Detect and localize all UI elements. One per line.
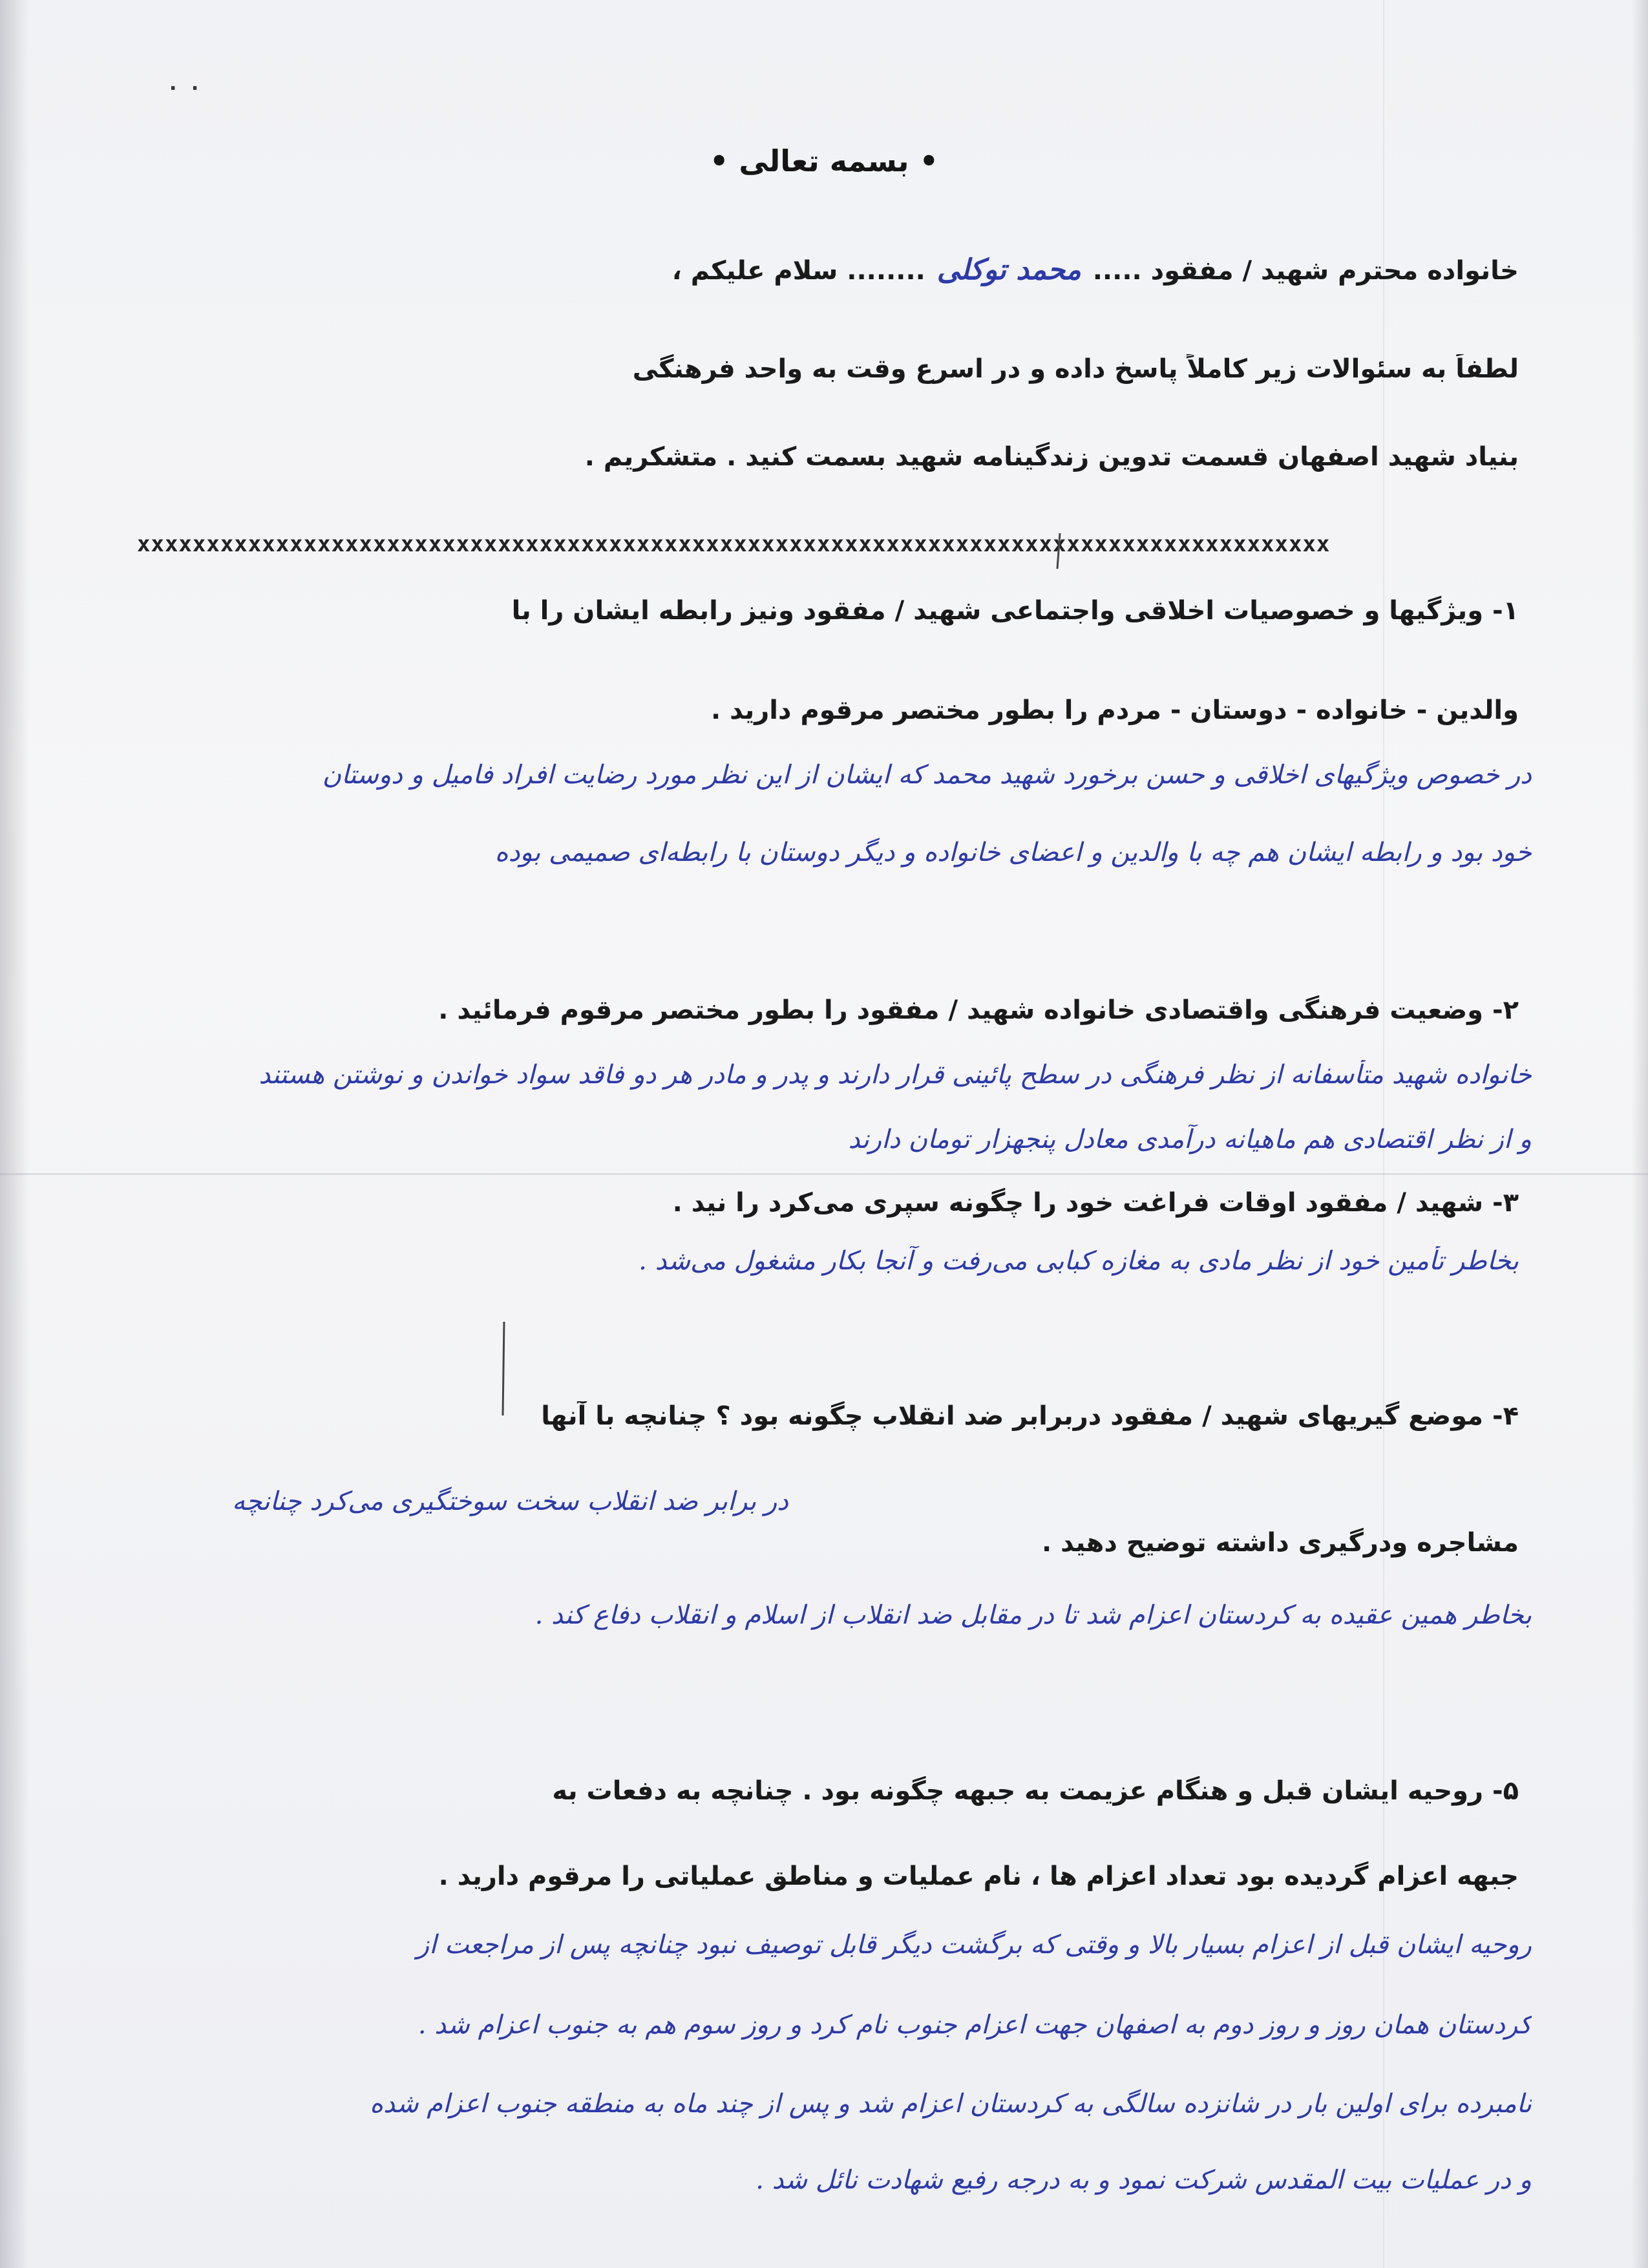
- question-1-line-2: والدین - خانواده - دوستان - مردم را بطور مختصر مرقوم دارید .: [711, 695, 1519, 725]
- question-2-line-1: ۲- وضعیت فرهنگی واقتصادی خانواده شهید / مفقود را بطور مختصر مرقوم فرمائید .: [438, 995, 1519, 1025]
- greeting-line: [129, 253, 1519, 286]
- scan-edge-shadow-right: [1631, 0, 1648, 2268]
- answer-3-line-1: بخاطر تأمین خود از نظر مادی به مغازه کبابی می‌رفت و آنجا بکار مشغول می‌شد .: [639, 1246, 1519, 1276]
- question-5-line-1: ۵- روحیه ایشان قبل و هنگام عزیمت به جبهه چگونه بود . چنانچه به دفعات به: [552, 1776, 1519, 1806]
- martyr-name-handwritten: محمد توکلی: [936, 253, 1081, 286]
- answer-5-line-3: نامبرده برای اولین بار در شانزده سالگی به کردستان اعزام شد و پس از چند ماه به منطقه جنوب اعزام شده: [370, 2089, 1532, 2119]
- pen-tick-mark: [1047, 530, 1073, 575]
- greeting-prefix: خانواده محترم شهید / مفقود .....: [1092, 256, 1519, 286]
- answer-2-line-2: و از نظر اقتصادی هم ماهیانه درآمدی معادل پنجهزار تومان دارند: [848, 1125, 1532, 1154]
- answer-4-line-1: بخاطر همین عقیده به کردستان اعزام شد تا در مقابل ضد انقلاب از اسلام و انقلاب دفاع کند .: [534, 1600, 1532, 1630]
- separator-x-line: xxxxxxxxxxxxxxxxxxxxxxxxxxxxxxxxxxxxxxxxxxxxxxxxxxxxxxxxxxxxxxxxxxxxxxxxxxxxxxxxxxxxxx: [137, 531, 1331, 557]
- answer-1-line-1: در خصوص ویژگیهای اخلاقی و حسن برخورد شهید محمد که ایشان از این نظر مورد رضایت افراد فامیل و دوستان: [322, 760, 1532, 790]
- greeting-suffix: ........ سلام علیکم ،: [671, 256, 925, 286]
- answer-5-line-2: کردستان همان روز و روز دوم به اصفهان جهت اعزام جنوب نام کرد و روز سوم هم به جنوب اعزام شد .: [417, 2010, 1532, 2040]
- paper-fold-horizontal: [0, 1173, 1648, 1175]
- answer-2-line-1: خانواده شهید متأسفانه از نظر فرهنگی در سطح پائینی قرار دارند و پدر و مادر هر دو فاقد سواد خواندن و نوشتن هستند: [259, 1060, 1532, 1090]
- question-1-line-1: ۱- ویژگیها و خصوصیات اخلاقی واجتماعی شهید / مفقود ونیز رابطه ایشان را با: [511, 596, 1519, 626]
- intro-line-1: لطفاً به سئوالات زیر کاملاً پاسخ داده و در اسرع وقت به واحد فرهنگی: [632, 354, 1519, 384]
- answer-5-line-1: روحیه ایشان قبل از اعزام بسیار بالا و وقتی که برگشت دیگر قابل توصیف نبود چنانچه پس از مراجعت از: [416, 1930, 1532, 1960]
- scan-edge-shadow-left: [0, 0, 30, 2268]
- answer-1-line-2: خود بود و رابطه ایشان هم چه با والدین و اعضای خانواده و دیگر دوستان با رابطه‌ای صمیمی بوده: [494, 838, 1532, 867]
- document-title: • بسمه تعالی •: [710, 143, 938, 178]
- question-5-line-2: جبهه اعزام گردیده بود تعداد اعزام ها ، نام عملیات و مناطق عملیاتی را مرقوم دارید .: [438, 1861, 1519, 1891]
- question-4-line-2: مشاجره ودرگیری داشته توضیح دهید .: [1042, 1528, 1519, 1558]
- intro-line-2: بنیاد شهید اصفهان قسمت تدوین زندگینامه شهید بسمت کنید . متشکریم .: [584, 442, 1519, 472]
- answer-5-line-4: و در عملیات بیت المقدس شرکت نمود و به درجه رفیع شهادت نائل شد .: [755, 2165, 1532, 2195]
- answer-4-inline: در برابر ضد انقلاب سخت سوختگیری می‌کرد چنانچه: [232, 1487, 788, 1516]
- question-3-line-1: ۳- شهید / مفقود اوقات فراغت خود را چگونه سپری می‌کرد را نید .: [672, 1188, 1519, 1218]
- pen-stroke-mark: [478, 1319, 530, 1422]
- corner-mark: . .: [169, 72, 203, 95]
- question-4-line-1: ۴- موضع گیریهای شهید / مفقود دربرابر ضد انقلاب چگونه بود ؟ چنانچه با آنها: [541, 1401, 1519, 1431]
